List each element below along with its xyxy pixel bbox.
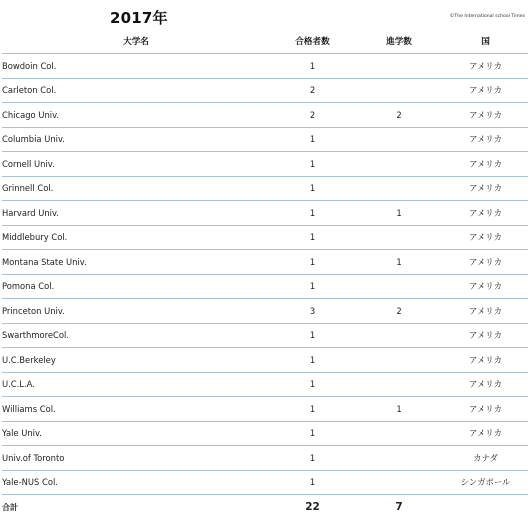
university-name-cell: Pomona Col. xyxy=(2,274,270,299)
table-row xyxy=(2,348,528,373)
enrolled-count-cell xyxy=(355,372,443,397)
total-passed: 22 xyxy=(270,495,355,519)
enrolled-count-cell: 1 xyxy=(355,397,443,422)
table-row xyxy=(2,176,528,201)
passed-count-cell: 3 xyxy=(270,299,355,324)
university-name-cell: Cornell Univ. xyxy=(2,152,270,177)
country-cell: シンガポール xyxy=(443,470,528,495)
country-cell: アメリカ xyxy=(443,348,528,373)
table-row xyxy=(2,127,528,152)
country-cell: カナダ xyxy=(443,446,528,471)
enrolled-count-cell xyxy=(355,127,443,152)
table-row xyxy=(2,78,528,103)
enrolled-count-cell xyxy=(355,274,443,299)
table-body xyxy=(2,54,528,519)
table-row xyxy=(2,152,528,177)
enrolled-count-cell: 1 xyxy=(355,201,443,226)
passed-count-cell: 1 xyxy=(270,176,355,201)
university-results-table xyxy=(2,28,528,519)
table-row xyxy=(2,299,528,324)
university-name-cell: Princeton Univ. xyxy=(2,299,270,324)
passed-count-cell: 1 xyxy=(270,152,355,177)
country-cell: アメリカ xyxy=(443,372,528,397)
column-header-university: 大学名 xyxy=(2,28,270,54)
total-label: 合計 xyxy=(2,495,270,519)
university-name-cell: Williams Col. xyxy=(2,397,270,422)
table-row xyxy=(2,446,528,471)
enrolled-count-cell: 2 xyxy=(355,103,443,128)
country-cell: アメリカ xyxy=(443,225,528,250)
university-name-cell: Carleton Col. xyxy=(2,78,270,103)
university-name-cell: U.C.L.A. xyxy=(2,372,270,397)
country-cell: アメリカ xyxy=(443,54,528,79)
passed-count-cell: 1 xyxy=(270,372,355,397)
table-row xyxy=(2,274,528,299)
enrolled-count-cell xyxy=(355,78,443,103)
enrolled-count-cell xyxy=(355,176,443,201)
passed-count-cell: 1 xyxy=(270,54,355,79)
enrolled-count-cell xyxy=(355,348,443,373)
table-row xyxy=(2,103,528,128)
copyright-notice: ©The International school Times xyxy=(450,14,525,19)
column-header-country: 国 xyxy=(443,28,528,54)
country-cell: アメリカ xyxy=(443,299,528,324)
country-cell: アメリカ xyxy=(443,127,528,152)
passed-count-cell: 1 xyxy=(270,323,355,348)
passed-count-cell: 1 xyxy=(270,274,355,299)
passed-count-cell: 1 xyxy=(270,250,355,275)
passed-count-cell: 1 xyxy=(270,470,355,495)
column-header-passed: 合格者数 xyxy=(270,28,355,54)
passed-count-cell: 1 xyxy=(270,348,355,373)
passed-count-cell: 1 xyxy=(270,397,355,422)
table-row xyxy=(2,54,528,79)
country-cell: アメリカ xyxy=(443,274,528,299)
year-title: 2017年 xyxy=(110,7,168,28)
passed-count-cell: 2 xyxy=(270,103,355,128)
university-name-cell: Yale Univ. xyxy=(2,421,270,446)
passed-count-cell: 1 xyxy=(270,421,355,446)
enrolled-count-cell xyxy=(355,446,443,471)
country-cell: アメリカ xyxy=(443,421,528,446)
university-name-cell: Middlebury Col. xyxy=(2,225,270,250)
enrolled-count-cell xyxy=(355,421,443,446)
table-row xyxy=(2,397,528,422)
university-name-cell: Montana State Univ. xyxy=(2,250,270,275)
enrolled-count-cell xyxy=(355,470,443,495)
university-name-cell: Yale-NUS Col. xyxy=(2,470,270,495)
table-row xyxy=(2,421,528,446)
country-cell: アメリカ xyxy=(443,397,528,422)
table-row xyxy=(2,470,528,495)
passed-count-cell: 1 xyxy=(270,446,355,471)
table-row xyxy=(2,372,528,397)
country-cell: アメリカ xyxy=(443,152,528,177)
total-row xyxy=(2,495,528,519)
country-cell: アメリカ xyxy=(443,250,528,275)
university-name-cell: Columbia Univ. xyxy=(2,127,270,152)
total-country-cell xyxy=(443,495,528,519)
enrolled-count-cell: 1 xyxy=(355,250,443,275)
country-cell: アメリカ xyxy=(443,78,528,103)
table-header-row xyxy=(2,28,528,54)
country-cell: アメリカ xyxy=(443,323,528,348)
enrolled-count-cell xyxy=(355,225,443,250)
table-row xyxy=(2,323,528,348)
enrolled-count-cell xyxy=(355,54,443,79)
country-cell: アメリカ xyxy=(443,176,528,201)
table-row xyxy=(2,250,528,275)
passed-count-cell: 1 xyxy=(270,201,355,226)
enrolled-count-cell: 2 xyxy=(355,299,443,324)
column-header-enrolled: 進学数 xyxy=(355,28,443,54)
university-name-cell: Harvard Univ. xyxy=(2,201,270,226)
university-name-cell: Chicago Univ. xyxy=(2,103,270,128)
total-enrolled: 7 xyxy=(355,495,443,519)
country-cell: アメリカ xyxy=(443,103,528,128)
passed-count-cell: 1 xyxy=(270,225,355,250)
enrolled-count-cell xyxy=(355,323,443,348)
enrolled-count-cell xyxy=(355,152,443,177)
university-name-cell: U.C.Berkeley xyxy=(2,348,270,373)
university-name-cell: Bowdoin Col. xyxy=(2,54,270,79)
table-row xyxy=(2,225,528,250)
university-name-cell: Univ.of Toronto xyxy=(2,446,270,471)
passed-count-cell: 1 xyxy=(270,127,355,152)
university-name-cell: SwarthmoreCol. xyxy=(2,323,270,348)
university-name-cell: Grinnell Col. xyxy=(2,176,270,201)
passed-count-cell: 2 xyxy=(270,78,355,103)
table-row xyxy=(2,201,528,226)
country-cell: アメリカ xyxy=(443,201,528,226)
